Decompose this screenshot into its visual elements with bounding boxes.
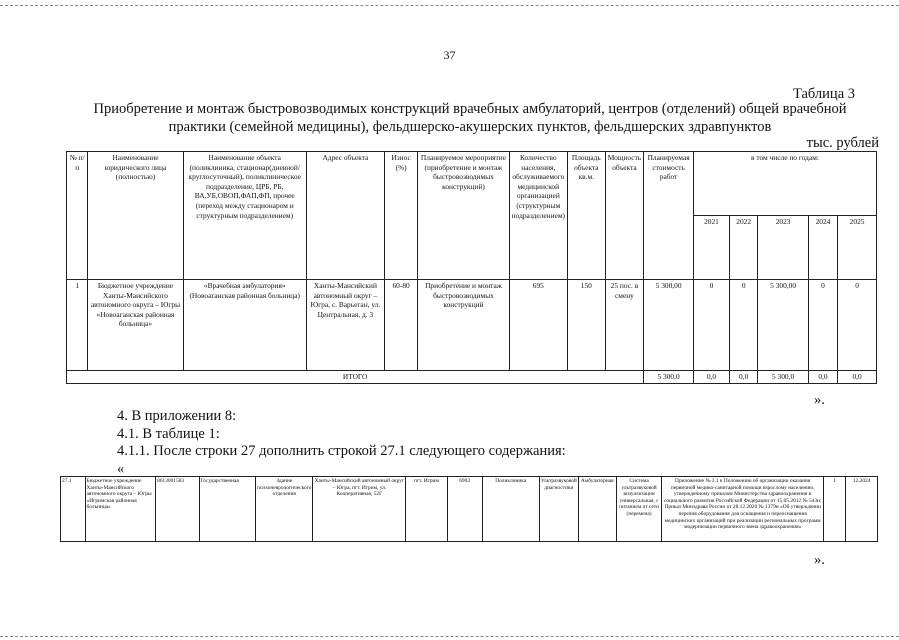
cell-year-2024: 0 (808, 280, 837, 371)
title-line-2: практики (семейной медицины), фельдшерско-акушерских пунктов, фельдшерских здравпунктов (168, 119, 772, 135)
cell-wear: 60-80 (384, 280, 417, 371)
header-year: 2024 (808, 216, 837, 280)
header-wear: Износ (%) (384, 152, 417, 280)
cell-address: Ханты-Мансийский автономный округ – Югра, пгт. Игрим, ул. Кооперативная, 52Г (313, 477, 406, 542)
header-address: Адрес объекта (306, 152, 384, 280)
header-object-name: Наименование объекта (поликлиника, стационар(дневной/круглосуточный), поликлиническое подразделение, ЦРБ, РБ, ВА,УБ,ОВОП,ФАП,ФП, прочее (переход между стационаром и структурным подразделением) (183, 152, 306, 280)
cell-type: Поликлиника (482, 477, 539, 542)
cell-system: Система ультразвуковой визуализации универсальная, с питанием от сети (перемена) (616, 477, 662, 542)
cell-date: 12.2024 (846, 477, 878, 542)
cell-organization: Бюджетное учреждение Ханты-Мансийского автономного округа – Югры «Игримская районная больница» (85, 477, 156, 542)
main-table (66, 151, 877, 384)
header-planned-activity: Планируемое мероприятие (приобретение и монтаж быстровозводимых конструкций) (418, 152, 509, 280)
page-number: 37 (443, 48, 456, 62)
total-planned-cost: 5 300,0 (644, 371, 694, 384)
header-planned-cost: Планируемая стоимость работ (644, 152, 694, 280)
cell-area: 150 (567, 280, 605, 371)
cell-legal-name: Бюджетное учреждение Ханты-Мансийского автономного округа – Югры «Новоаганская районная больница» (88, 280, 183, 371)
closing-quote: ». (814, 552, 825, 568)
cell-equipment-name: Ультразвуковой диагностики (539, 477, 578, 542)
cell-population: 695 (509, 280, 567, 371)
table-label: Таблица 3 (792, 86, 855, 102)
cell-year-2023: 5 300,00 (758, 280, 808, 371)
title-line-1: Приобретение и монтаж быстровозводимых конструкций врачебных амбулаторий, центров (отделений) общей врачебной (93, 101, 847, 117)
header-area: Площадь объекта кв.м. (567, 152, 605, 280)
cell-year-2022: 0 (729, 280, 757, 371)
closing-quote: ». (814, 392, 825, 408)
total-year-2022: 0,0 (729, 371, 757, 384)
header-by-year: в том числе по годам: (694, 152, 877, 216)
table-row (61, 477, 878, 542)
paragraph-add-row: 4.1.1. После строки 27 дополнить строкой 27.1 следующего содержания: (117, 443, 566, 459)
cell-object-name: «Врачебная амбулатория» (Новоаганская районная больница) (183, 280, 306, 371)
cell-num: 27.1 (61, 477, 86, 542)
cell-planned-cost: 5 300,00 (644, 280, 694, 371)
cell-department: Амбулаторная (578, 477, 616, 542)
header-legal-name: Наименование юридического лица (полностью) (88, 152, 183, 280)
total-year-2023: 5 300,0 (758, 371, 808, 384)
cell-year-2021: 0 (694, 280, 730, 371)
units-label: тыс. рублей (806, 135, 879, 151)
cell-ownership: Государственная (199, 477, 255, 542)
header-capacity: Мощность объекта (605, 152, 644, 280)
scan-edge-bottom (0, 636, 899, 637)
header-row-1 (67, 152, 877, 216)
cell-building: Здание психоневрологического отделения (256, 477, 313, 542)
header-year: 2021 (694, 216, 730, 280)
cell-inn: 8613001583 (156, 477, 199, 542)
cell-quantity: 1 (823, 477, 845, 542)
total-label: ИТОГО (67, 371, 644, 384)
cell-settlement: пгт. Игрим (406, 477, 447, 542)
scan-edge-top (0, 5, 899, 6)
paragraph-appendix-8: 4. В приложении 8: (117, 408, 237, 424)
total-year-2021: 0,0 (694, 371, 730, 384)
cell-year-2025: 0 (838, 280, 877, 371)
header-year: 2025 (838, 216, 877, 280)
addition-table (60, 476, 878, 542)
table-row (67, 280, 877, 371)
header-num: № п/п (67, 152, 88, 280)
paragraph-table-1: 4.1. В таблице 1: (117, 426, 220, 442)
header-population: Количество населения, обслуживаемого медицинской организацией (структурным подразделением) (509, 152, 567, 280)
cell-address: Ханты-Мансийский автономный округ – Югра, с. Варьеган, ул. Центральная, д. 3 (306, 280, 384, 371)
opening-quote: « (117, 461, 125, 477)
cell-population: 6903 (447, 477, 482, 542)
cell-num: 1 (67, 280, 88, 371)
cell-basis: Приложение № 2.1 к Положению об организации оказания первичной медико-санитарной помощи взрослому населению, утвержденному приказом Министерства здравоохранения и социального развития Российской Федерации от 15.05.2012 № 543н; Приказ Минздрава России от 28.12.2020 № 1379н «Об утверждении перечня оборудования для оснащения и переоснащения медицинских организаций при реализации региональных программ модернизации первичного звена здравоохранения» (662, 477, 824, 542)
document-title (70, 100, 870, 136)
cell-capacity: 25 пос. в смену (605, 280, 644, 371)
header-year: 2022 (729, 216, 757, 280)
header-year: 2023 (758, 216, 808, 280)
cell-planned-activity: Приобретение и монтаж быстровозводимых конструкций (418, 280, 509, 371)
total-row (67, 371, 877, 384)
total-year-2024: 0,0 (808, 371, 837, 384)
total-year-2025: 0,0 (838, 371, 877, 384)
